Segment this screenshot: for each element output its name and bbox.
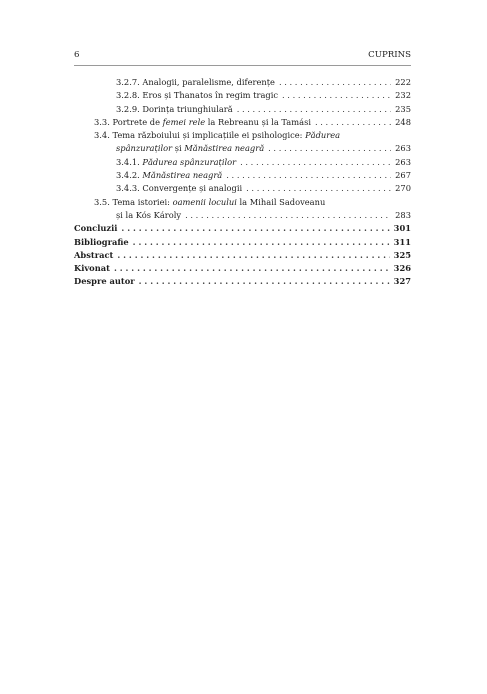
toc-page-number: 222 xyxy=(395,77,411,87)
toc-title-fragment: și xyxy=(172,143,185,154)
toc-title-fragment: 3.4.2. xyxy=(116,170,143,181)
toc-entry-title xyxy=(74,275,135,288)
toc-entry-title xyxy=(116,156,236,169)
toc-leader-dots xyxy=(268,142,391,155)
toc-title-fragment: Mănăstirea neagră xyxy=(184,143,265,154)
toc-entry-title xyxy=(94,129,340,142)
toc-title-fragment: Despre autor xyxy=(74,276,135,287)
toc-entry-title xyxy=(116,89,278,102)
toc-entry xyxy=(74,249,411,262)
toc-leader-dots xyxy=(240,156,391,169)
toc-page-number: 235 xyxy=(395,103,411,114)
toc-leader-dots xyxy=(139,275,390,288)
toc-title-fragment: Kivonat xyxy=(74,263,110,274)
toc-title-fragment: Pădurea spânzuraților xyxy=(142,156,237,167)
toc-entry-title xyxy=(116,103,233,116)
toc-page-number: 263 xyxy=(395,156,411,167)
running-title: CUPRINS xyxy=(368,50,411,60)
toc-entry xyxy=(74,236,411,249)
toc-page-number: 232 xyxy=(395,90,411,101)
toc-title-fragment: 3.2.9. Dorința triunghiulară xyxy=(116,103,233,114)
toc-title-fragment: 3.2.7. Analogii, paralelisme, diferențe xyxy=(116,77,275,87)
toc-entry xyxy=(74,116,411,129)
toc-leader-dots xyxy=(237,103,391,116)
toc-entry xyxy=(74,156,411,169)
toc-entry xyxy=(74,196,411,209)
running-header xyxy=(74,50,411,60)
toc-entry-title xyxy=(116,76,275,89)
toc-entry xyxy=(74,262,411,275)
page-number: 6 xyxy=(74,50,80,60)
toc-title-fragment: 3.4. Tema războiului și implicațiile ei psihologice: xyxy=(94,130,306,141)
toc-entry xyxy=(74,142,411,155)
toc-page-number: 248 xyxy=(395,116,411,127)
toc-page-number: 270 xyxy=(395,183,411,194)
toc-entry xyxy=(74,275,411,288)
toc-entry-title xyxy=(74,222,117,235)
toc-entry xyxy=(74,222,411,235)
toc-entry-title xyxy=(74,249,113,262)
toc-entry-title xyxy=(116,182,242,195)
toc-page-number: 283 xyxy=(395,209,411,220)
toc-page-number: 263 xyxy=(395,143,411,154)
toc-entry xyxy=(74,89,411,102)
toc-page-number: 325 xyxy=(393,249,411,260)
toc-leader-dots xyxy=(226,169,391,182)
toc-leader-dots xyxy=(279,76,391,89)
toc-leader-dots xyxy=(185,209,391,222)
toc-page-number: 327 xyxy=(393,276,411,287)
toc-entry-title xyxy=(116,142,264,155)
toc-page-number: 311 xyxy=(393,236,411,247)
toc-entry-title xyxy=(94,196,325,209)
toc-title-fragment: 3.5. Tema istoriei: xyxy=(94,196,173,207)
toc-page-number: 301 xyxy=(393,223,411,234)
header-rule xyxy=(74,65,411,66)
toc-leader-dots xyxy=(246,182,391,195)
toc-title-fragment: Mănăstirea neagră xyxy=(142,170,223,181)
toc-title-fragment: 3.4.1. xyxy=(116,156,143,167)
toc-entry xyxy=(74,103,411,116)
toc-title-fragment: 3.3. Portrete de xyxy=(94,116,163,127)
toc-title-fragment: 3.2.8. Eros și Thanatos în regim tragic xyxy=(116,90,279,101)
toc-page-number: 326 xyxy=(393,263,411,274)
toc-title-fragment: Bibliografie xyxy=(74,236,129,247)
toc-entry xyxy=(74,76,411,89)
toc-leader-dots xyxy=(315,116,391,129)
toc-title-fragment: femei rele xyxy=(162,116,206,127)
toc-title-fragment: Concluzii xyxy=(74,223,118,234)
toc-entry-title xyxy=(74,262,110,275)
toc-entry xyxy=(74,209,411,222)
toc-entry xyxy=(74,169,411,182)
toc-title-fragment: Pădurea xyxy=(305,130,341,141)
toc-entry-title xyxy=(94,116,311,129)
toc-entry-title xyxy=(116,209,181,222)
toc-title-fragment: spânzuraților xyxy=(116,143,173,154)
toc-leader-dots xyxy=(133,236,390,249)
toc-leader-dots xyxy=(121,222,389,235)
table-of-contents xyxy=(74,76,411,289)
toc-entry-title xyxy=(74,236,129,249)
toc-leader-dots xyxy=(114,262,390,275)
toc-page-number: 267 xyxy=(395,170,411,181)
toc-title-fragment: oamenii locului xyxy=(172,196,237,207)
toc-title-fragment: la Rebreanu și la Tamási xyxy=(205,116,311,127)
toc-entry-title xyxy=(116,169,222,182)
toc-title-fragment: și la Kós Károly xyxy=(116,209,182,220)
toc-entry xyxy=(74,182,411,195)
toc-title-fragment: la Mihail Sadoveanu xyxy=(236,196,326,207)
toc-title-fragment: 3.4.3. Convergențe și analogii xyxy=(116,183,243,194)
toc-leader-dots xyxy=(282,89,391,102)
toc-leader-dots xyxy=(117,249,389,262)
toc-entry xyxy=(74,129,411,142)
toc-title-fragment: Abstract xyxy=(74,249,114,260)
